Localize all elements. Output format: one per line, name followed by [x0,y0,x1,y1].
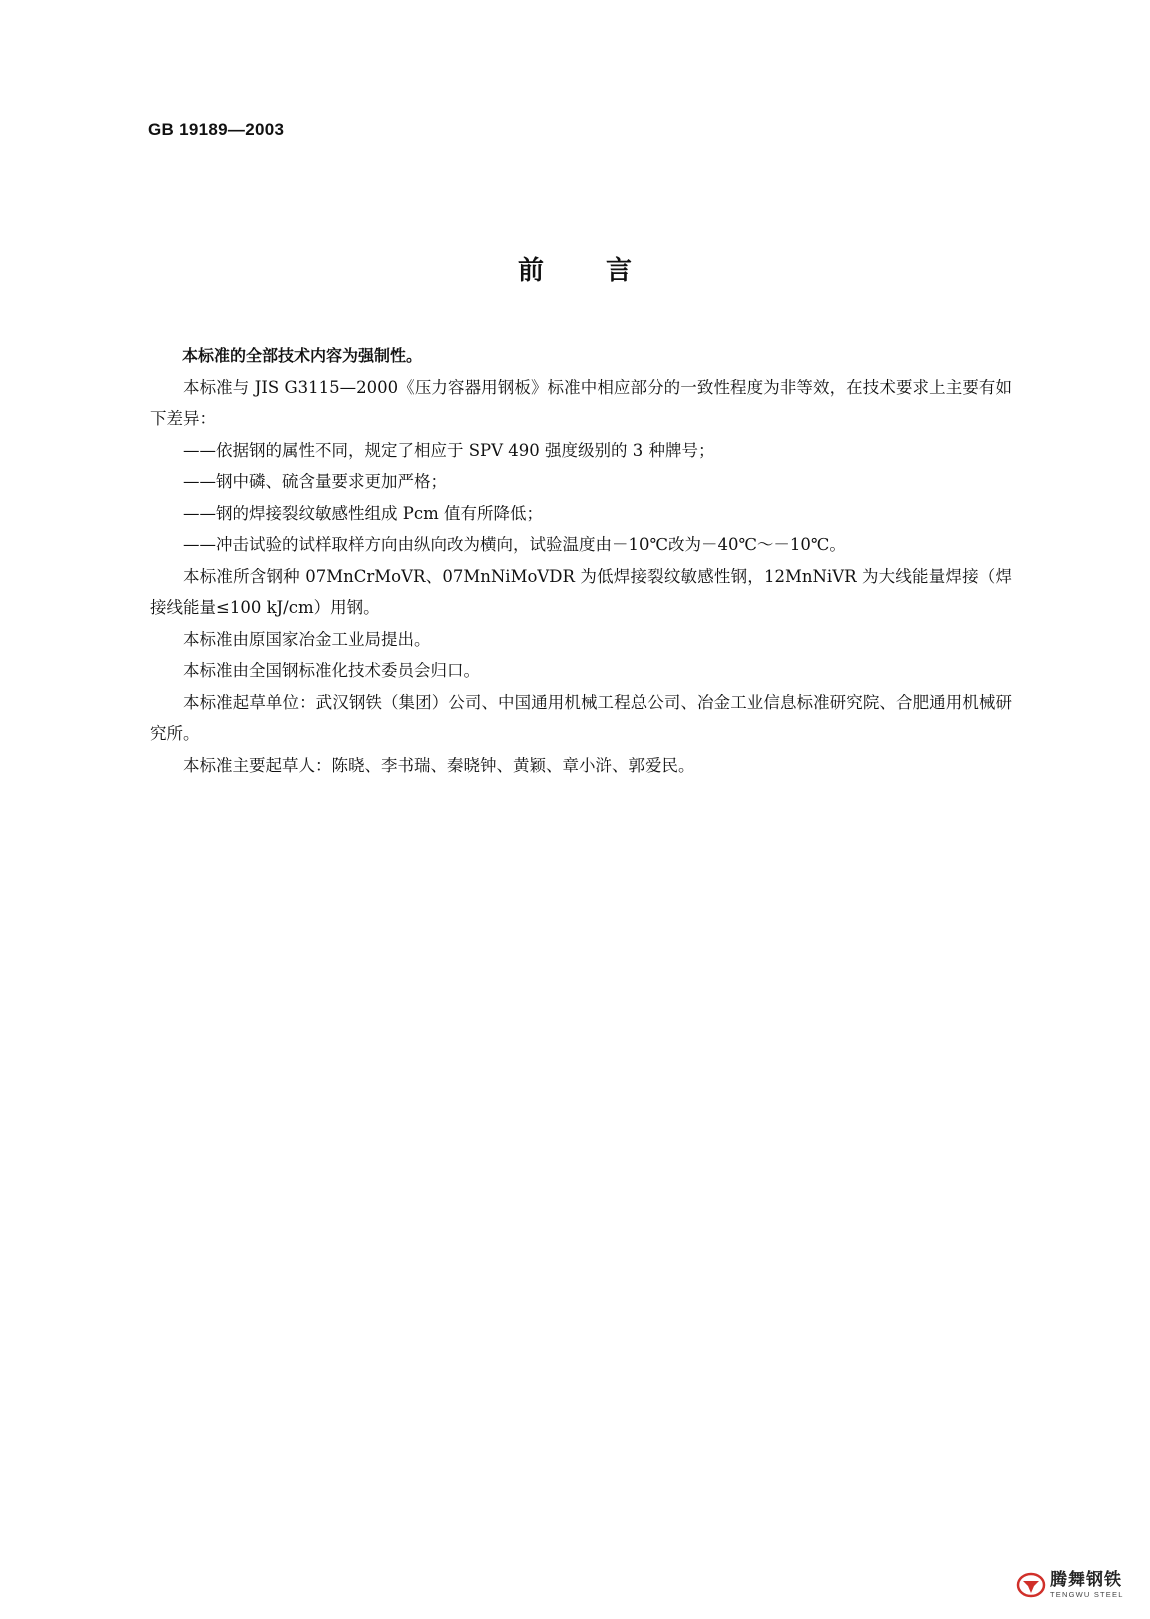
paragraph-centralized-by: 本标准由全国钢标准化技术委员会归口。 [183,661,480,680]
foreword-body [150,340,1012,781]
standard-code: GB 19189—2003 [148,120,285,139]
difference-item: ——钢的焊接裂纹敏感性组成 Pcm 值有所降低； [183,503,543,523]
paragraph-drafting-units: 本标准起草单位：武汉钢铁（集团）公司、中国通用机械工程总公司、冶金工业信息标准研究院、合肥通用机械研究所。 [150,692,1012,743]
difference-item: ——钢中磷、硫含量要求更加严格； [183,472,447,491]
paragraph-steel-grades: 本标准所含钢种 07MnCrMoVR、07MnNiMoVDR 为低焊接裂纹敏感性钢，12MnNiVR 为大线能量焊接（焊接线能量≤100 kJ/cm）用钢。 [150,566,1012,617]
difference-item: ——依据钢的属性不同，规定了相应于 SPV 490 强度级别的 3 种牌号； [183,440,715,460]
paragraph-mandatory: 本标准的全部技术内容为强制性。 [182,346,423,365]
logo-name-en: TENGWU STEEL [1050,1590,1124,1599]
logo-emblem-icon [1016,1572,1046,1598]
logo-name-cn: 腾舞钢铁 [1050,1570,1122,1590]
paragraph-proposed-by: 本标准由原国家冶金工业局提出。 [183,629,431,649]
difference-item: ——冲击试验的试样取样方向由纵向改为横向，试验温度由－10℃改为－40℃～－10℃。 [183,535,846,554]
page-title: 前言 [517,256,694,286]
paragraph-drafters: 本标准主要起草人：陈晓、李书瑞、秦晓钟、黄颖、章小浒、郭爱民。 [183,755,695,775]
paragraph-consistency: 本标准与 JIS G3115—2000《压力容器用钢板》标准中相应部分的一致性程度为非等效，在技术要求上主要有如下差异： [150,377,1012,428]
watermark-logo [1016,1572,1124,1599]
